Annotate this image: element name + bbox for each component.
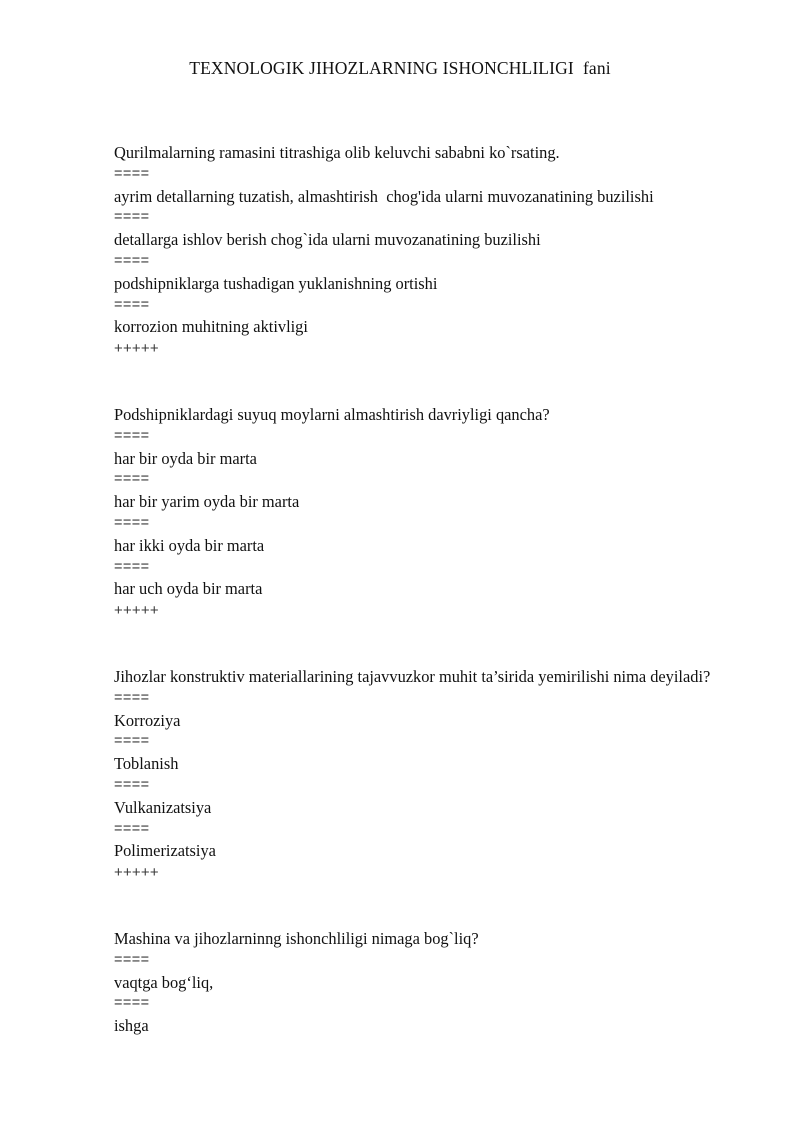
question-text: Mashina va jihozlarninng ishonchliligi nimaga bog`liq? — [114, 928, 479, 948]
answer-separator: ==== — [114, 820, 150, 837]
answer-separator: ==== — [114, 296, 150, 313]
answer-separator: ==== — [114, 995, 150, 1012]
question-end-marker: +++++ — [114, 864, 159, 882]
answer-separator: ==== — [114, 558, 150, 575]
question-end-marker: +++++ — [114, 602, 159, 620]
question-block — [114, 666, 739, 884]
answer-option: podshipniklarga tushadigan yuklanishning ortishi — [114, 273, 438, 293]
answer-option: har bir yarim oyda bir marta — [114, 492, 300, 512]
question-text: Qurilmalarning ramasini titrashiga olib keluvchi sababni ko`rsating. — [114, 143, 560, 162]
answer-option: har bir oyda bir marta — [114, 448, 257, 468]
answer-separator: ==== — [114, 514, 150, 531]
answer-separator: ==== — [114, 733, 150, 750]
answer-option: har ikki oyda bir marta — [114, 535, 265, 555]
document-title: TEXNOLOGIK JIHOZLARNING ISHONCHLILIGI fani — [189, 58, 611, 78]
question-text: Podshipniklardagi suyuq moylarni almashtirish davriyligi qancha? — [114, 404, 550, 424]
answer-option: ishga — [114, 1016, 149, 1036]
answer-option: vaqtga bog‘liq, — [114, 972, 214, 992]
answer-separator: ==== — [114, 427, 150, 444]
question-end-marker: +++++ — [114, 340, 159, 358]
answer-separator: ==== — [114, 471, 150, 488]
answer-separator: ==== — [114, 252, 150, 269]
question-list — [114, 142, 739, 1037]
answer-option: Polimerizatsiya — [114, 841, 216, 861]
answer-separator: ==== — [114, 951, 150, 968]
answer-option: har uch oyda bir marta — [114, 579, 263, 599]
question-block — [114, 928, 739, 1037]
answer-option: korrozion muhitning aktivligi — [114, 317, 308, 337]
answer-separator: ==== — [114, 165, 150, 182]
answer-separator: ==== — [114, 776, 150, 793]
question-text: Jihozlar konstruktiv materiallarining tajavvuzkor muhit ta’sirida yemirilishi nima deyiladi? — [114, 666, 711, 686]
question-block — [114, 404, 739, 622]
question-block — [114, 142, 739, 360]
answer-option: Korroziya — [114, 710, 181, 730]
answer-separator: ==== — [114, 689, 150, 706]
answer-option: ayrim detallarning tuzatish, almashtirish chog'ida ularni muvozanatining buzilishi — [114, 186, 654, 206]
answer-option: Vulkanizatsiya — [114, 797, 212, 817]
answer-option: Toblanish — [114, 754, 179, 774]
answer-separator: ==== — [114, 209, 150, 226]
answer-option: detallarga ishlov berish chog`ida ularni muvozanatining buzilishi — [114, 230, 541, 250]
